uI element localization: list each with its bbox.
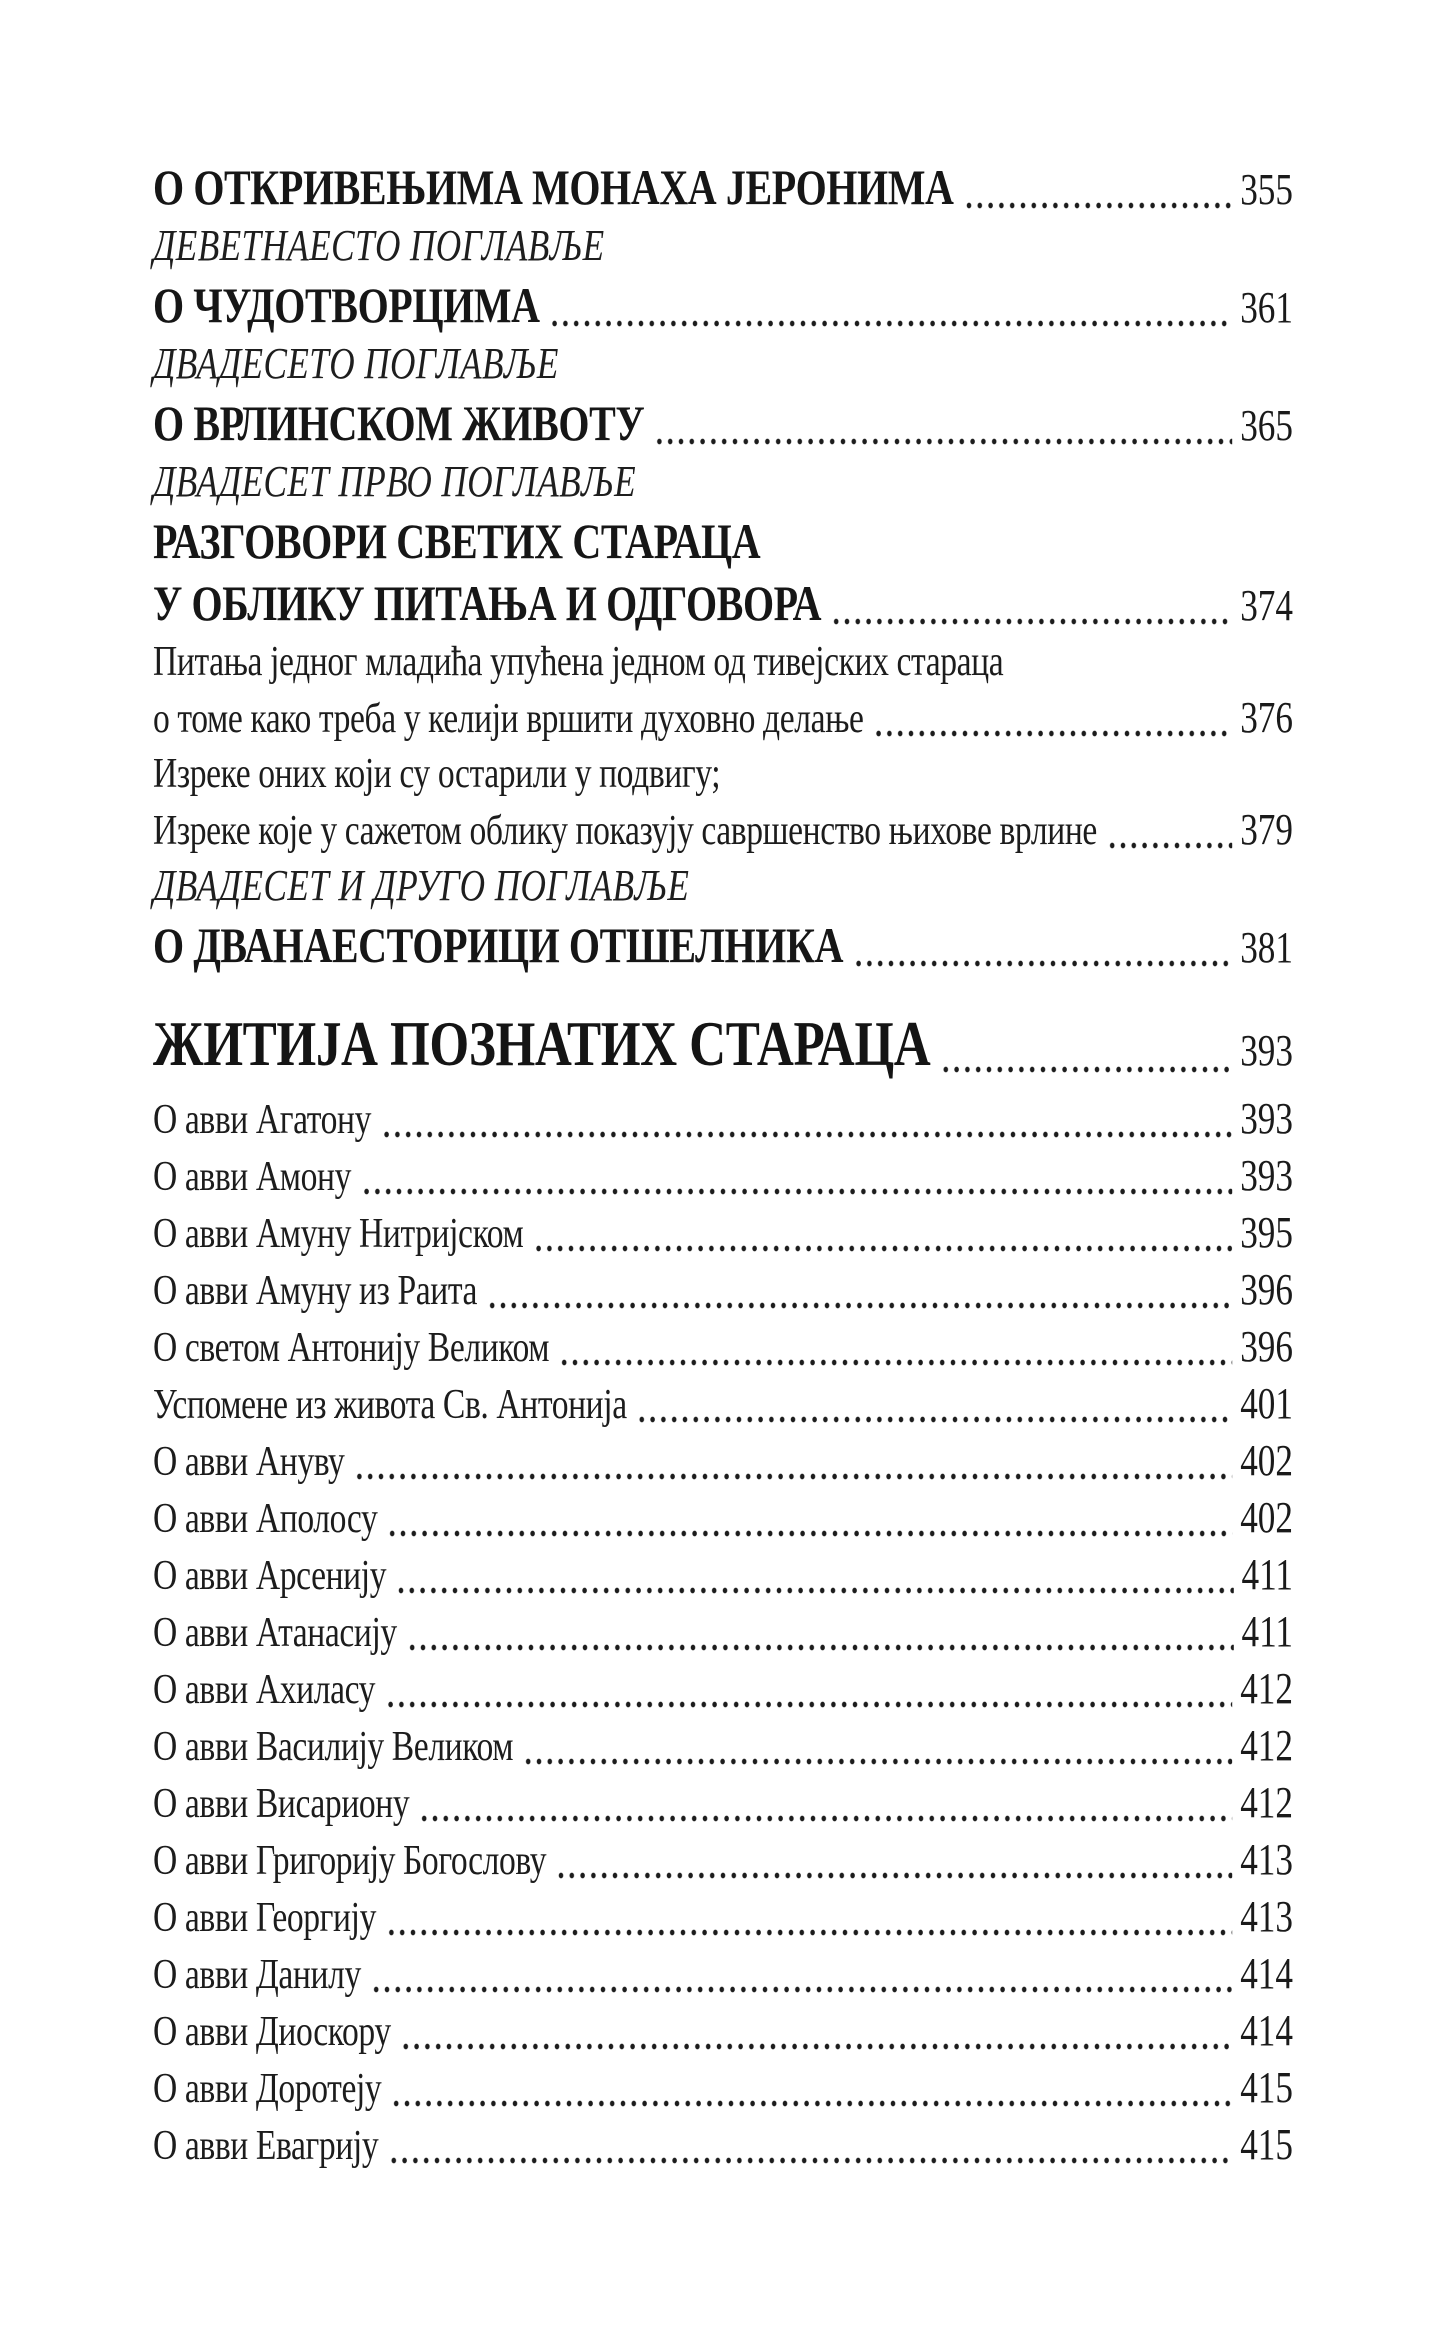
toc-row	[153, 218, 1293, 274]
page-number: 413	[1240, 1892, 1293, 1941]
toc-entry-label: О авви Амуну из Раита	[153, 1268, 478, 1314]
page-number: 412	[1240, 1778, 1293, 1827]
page-number: 379	[1240, 805, 1293, 854]
toc-row	[153, 1375, 1293, 1432]
dotted-leader	[524, 1758, 1232, 1765]
toc-row	[153, 1603, 1293, 1660]
dotted-leader	[488, 1302, 1232, 1309]
page-number: 395	[1240, 1208, 1293, 1257]
toc-row	[153, 156, 1293, 218]
toc-entry-label: о томе како треба у келији вршити духовно делање	[153, 696, 864, 742]
toc-entry-label: ДЕВЕТНАЕСТО ПОГЛАВЉЕ	[153, 221, 605, 270]
table-of-contents	[153, 156, 1293, 2173]
toc-entry-label: ДВАДЕСЕТ ПРВО ПОГЛАВЉЕ	[153, 457, 636, 506]
dotted-leader	[362, 1188, 1232, 1195]
toc-row	[153, 1318, 1293, 1375]
toc-row	[153, 510, 1293, 572]
dotted-leader	[402, 2043, 1232, 2050]
toc-entry-label: ДВАДЕСЕТО ПОГЛАВЉЕ	[153, 339, 559, 388]
toc-row	[153, 1006, 1293, 1082]
page-number: 396	[1240, 1322, 1293, 1371]
toc-entry-label: Изреке које у сажетом облику показују савршенство њихове врлине	[153, 808, 1097, 854]
page-number: 401	[1240, 1379, 1293, 1428]
page-number: 381	[1240, 923, 1293, 972]
toc-entry-label: О авви Висариону	[153, 1781, 410, 1827]
dotted-leader	[389, 2157, 1232, 2164]
page-number: 365	[1240, 401, 1293, 450]
toc-row	[153, 572, 1293, 634]
page-number: 393	[1240, 1151, 1293, 1200]
page-number: 412	[1240, 1664, 1293, 1713]
toc-entry-label: ЖИТИЈА ПОЗНАТИХ СТАРАЦА	[153, 1008, 931, 1079]
dotted-leader	[408, 1644, 1233, 1651]
toc-row	[153, 746, 1293, 802]
dotted-leader	[387, 1929, 1232, 1936]
dotted-leader	[1108, 842, 1232, 849]
dotted-leader	[656, 438, 1233, 445]
toc-entry-label: Успомене из живота Св. Антонија	[153, 1382, 627, 1428]
dotted-leader	[854, 960, 1232, 967]
dotted-leader	[832, 618, 1232, 625]
dotted-leader	[551, 320, 1232, 327]
toc-entry-label: ДВАДЕСЕТ И ДРУГО ПОГЛАВЉЕ	[153, 861, 690, 910]
toc-entry-label: О светом Антонију Великом	[153, 1325, 550, 1371]
toc-entry-label: О авви Григорију Богослову	[153, 1838, 547, 1884]
toc-row	[153, 1945, 1293, 2002]
dotted-leader	[942, 1066, 1233, 1073]
page-number: 393	[1240, 1094, 1293, 1143]
toc-row	[153, 336, 1293, 392]
toc-row	[153, 2002, 1293, 2059]
toc-row	[153, 1261, 1293, 1318]
toc-row	[153, 1717, 1293, 1774]
toc-row	[153, 1660, 1293, 1717]
toc-entry-label: О авви Евагрију	[153, 2123, 379, 2169]
dotted-leader	[389, 1530, 1233, 1537]
toc-entry-label: О авви Атанасију	[153, 1610, 397, 1656]
page-number: 393	[1240, 1026, 1293, 1075]
dotted-leader	[393, 2100, 1233, 2107]
toc-row	[153, 1090, 1293, 1147]
toc-row	[153, 2116, 1293, 2173]
toc-row	[153, 858, 1293, 914]
toc-entry-label: О авви Ануву	[153, 1439, 345, 1485]
page-number: 411	[1241, 1550, 1293, 1599]
toc-row	[153, 392, 1293, 454]
toc-row	[153, 1774, 1293, 1831]
toc-entry-label: О авви Арсенију	[153, 1553, 387, 1599]
page-number: 396	[1240, 1265, 1293, 1314]
dotted-leader	[875, 730, 1232, 737]
page-number: 415	[1240, 2120, 1293, 2169]
toc-row	[153, 1489, 1293, 1546]
toc-entry-label: О ОТКРИВЕЊИМА МОНАХА ЈЕРОНИМА	[153, 159, 954, 215]
dotted-leader	[557, 1872, 1232, 1879]
dotted-leader	[965, 202, 1232, 209]
page-number: 361	[1240, 283, 1293, 332]
dotted-leader	[420, 1815, 1232, 1822]
dotted-leader	[356, 1473, 1233, 1480]
toc-entry-label: РАЗГОВОРИ СВЕТИХ СТАРАЦА	[153, 513, 761, 569]
dotted-leader	[560, 1359, 1232, 1366]
toc-row	[153, 914, 1293, 976]
toc-entry-label: Питања једног младића упућена једном од тивејских стараца	[153, 639, 1004, 685]
toc-row	[153, 1546, 1293, 1603]
page-number: 414	[1240, 1949, 1293, 1998]
page-number: 355	[1240, 165, 1293, 214]
page-number: 415	[1240, 2063, 1293, 2112]
dotted-leader	[535, 1245, 1233, 1252]
dotted-leader	[638, 1416, 1232, 1423]
toc-row	[153, 802, 1293, 858]
toc-entry-label: О ЧУДОТВОРЦИМА	[153, 277, 540, 333]
page-number: 402	[1240, 1436, 1293, 1485]
page-number: 411	[1241, 1607, 1293, 1656]
toc-entry-label: О авви Аполосу	[153, 1496, 378, 1542]
toc-row	[153, 634, 1293, 690]
toc-entry-label: О авви Доротеју	[153, 2066, 382, 2112]
toc-row	[153, 2059, 1293, 2116]
toc-entry-label: О авви Амуну Нитријском	[153, 1211, 524, 1257]
dotted-leader	[386, 1701, 1232, 1708]
toc-row	[153, 1432, 1293, 1489]
toc-entry-label: О авви Данилу	[153, 1952, 361, 1998]
toc-entry-label: У ОБЛИКУ ПИТАЊА И ОДГОВОРА	[153, 575, 822, 631]
page-number: 413	[1240, 1835, 1293, 1884]
toc-entry-label: О авви Агатону	[153, 1097, 372, 1143]
toc-entry-label: Изреке оних који су остарили у подвигу;	[153, 751, 721, 797]
toc-row	[153, 454, 1293, 510]
toc-entry-label: О авви Василију Великом	[153, 1724, 514, 1770]
page-number: 414	[1240, 2006, 1293, 2055]
toc-entry-label: О авви Георгију	[153, 1895, 376, 1941]
toc-row	[153, 690, 1293, 746]
dotted-leader	[372, 1986, 1232, 1993]
page-number: 412	[1240, 1721, 1293, 1770]
toc-row	[153, 1831, 1293, 1888]
toc-row	[153, 1204, 1293, 1261]
toc-entry-label: О авви Амону	[153, 1154, 351, 1200]
toc-row	[153, 274, 1293, 336]
toc-entry-label: О авви Диоскору	[153, 2009, 391, 2055]
page-number: 402	[1240, 1493, 1293, 1542]
page-number: 374	[1240, 581, 1293, 630]
dotted-leader	[397, 1587, 1233, 1594]
toc-entry-label: О авви Ахиласу	[153, 1667, 376, 1713]
dotted-leader	[382, 1131, 1232, 1138]
toc-entry-label: О ДВАНАЕСТОРИЦИ ОТШЕЛНИКА	[153, 917, 844, 973]
toc-row	[153, 1147, 1293, 1204]
page-number: 376	[1240, 693, 1293, 742]
toc-row	[153, 1888, 1293, 1945]
toc-entry-label: О ВРЛИНСКОМ ЖИВОТУ	[153, 395, 645, 451]
